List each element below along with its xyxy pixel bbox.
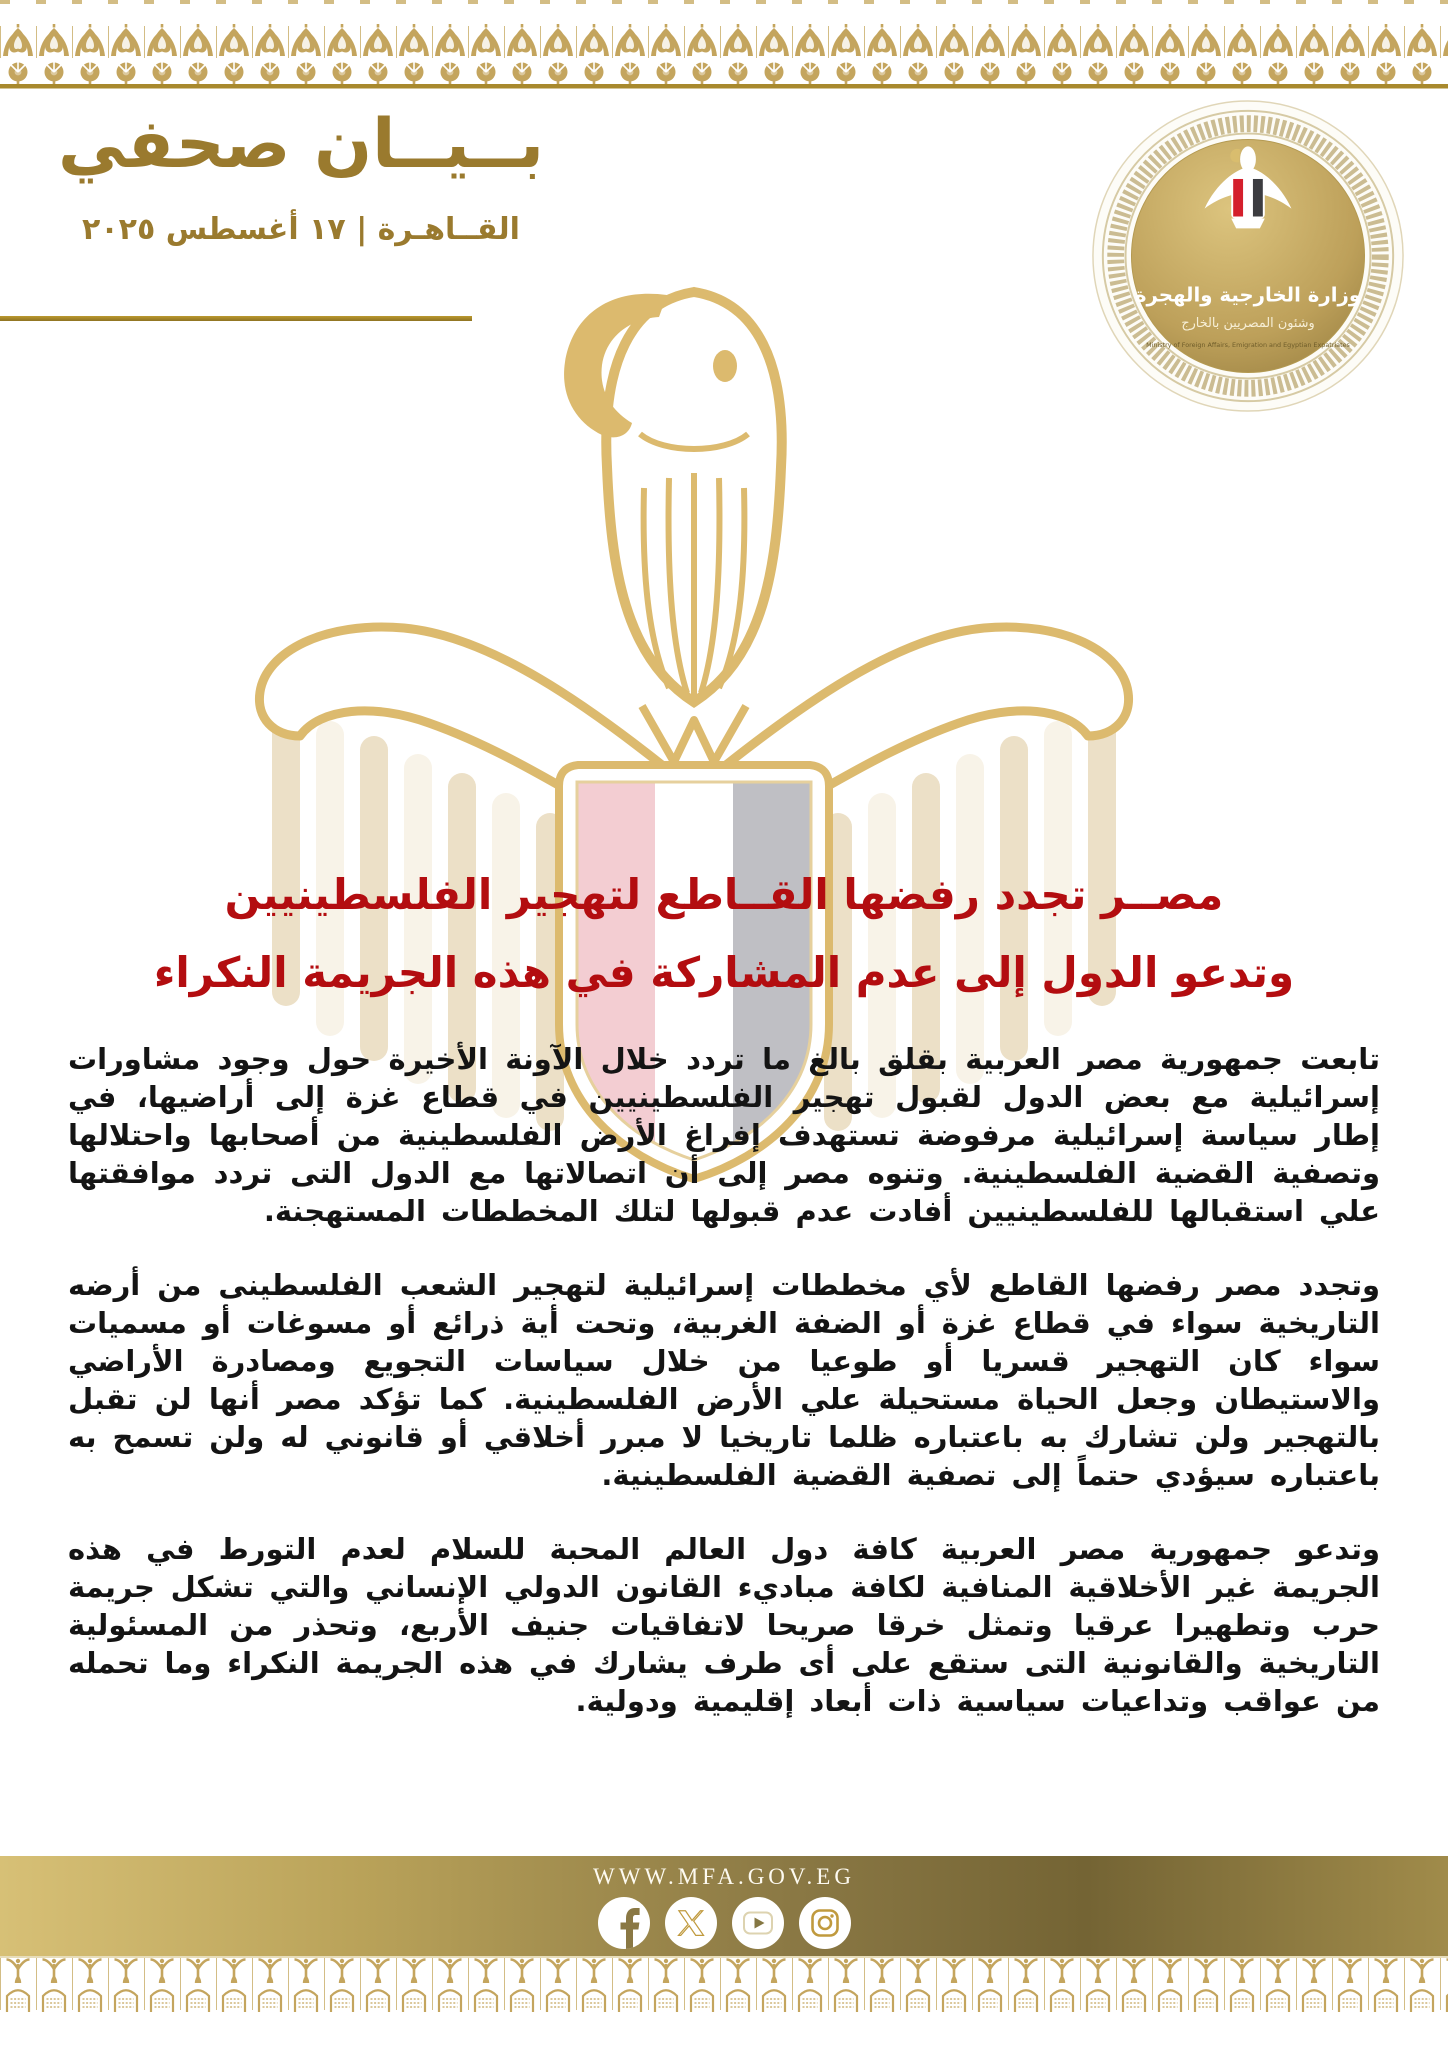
seal-ministry-sub-ar: وشئون المصريين بالخارج <box>1181 316 1315 332</box>
statement-type-title: بــيــان صحفي <box>58 105 544 184</box>
body-paragraph-2: وتجدد مصر رفضها القاطع لأي مخططات إسرائيلية لتهجير الشعب الفلسطينى من أرضه التاريخية سواء في قطاع غزة أو الضفة الغربية، وتحت أية ذرائع أو مسوغات أو مسميات سواء كان التهجير قسريا أو طوعيا من خلال سياسات التجويع ومصادرة الأراضي والاستيطان وجعل الحياة مستحيلة علي الأرض الفلسطينية. كما تؤكد مصر أنها لن تقبل بالتهجير ولن تشارك به باعتباره ظلما تاريخيا لا مبرر أخلاقي أو قانوني له ولن تسمح به باعتباره سيؤدي حتماً إلى تصفية القضية الفلسطينية. <box>68 1268 1380 1492</box>
egyptian-frieze-bottom-border <box>0 1956 1448 2014</box>
facebook-icon[interactable] <box>597 1896 651 1950</box>
instagram-icon[interactable] <box>798 1896 852 1950</box>
statement-dateline: القــاهـرة | ١٧ أغسطس ٢٠٢٥ <box>82 211 520 247</box>
statement-header <box>36 104 566 247</box>
x-icon[interactable] <box>664 1896 718 1950</box>
footer-bar <box>0 1856 1448 1958</box>
seal-ministry-name-ar: وزارة الخارجية والهجرة <box>1134 283 1362 307</box>
body-paragraph-3: وتدعو جمهورية مصر العربية كافة دول العالم المحبة للسلام لعدم التورط في هذه الجريمة غير الأخلاقية المنافية لكافة مباديء القانون الدولي الإنساني والتي تشكل جريمة حرب وتطهيرا عرقيا وتمثل خرقا صريحا لاتفاقيات جنيف الأربع، وتحذر من المسئولية التاريخية والقانونية التى ستقع على أى طرف يشارك في هذه الجريمة النكراء وما تحمله من عواقب وتداعيات سياسية ذات أبعاد إقليمية ودولية. <box>68 1532 1380 1718</box>
body-paragraph-1: تابعت جمهورية مصر العربية بقلق بالغ ما تردد خلال الآونة الأخيرة حول وجود مشاورات إسرائيلية مع بعض الدول لقبول تهجير الفلسطينيين في قطاع غزة إلى أراضيها، في إطار سياسة إسرائيلية مرفوضة تستهدف إفراغ الأرض الفلسطينية من أصحابها واحتلالها وتصفية القضية الفلسطينية. وتنوه مصر إلى أن اتصالاتها مع الدول التى تردد موافقتها علي استقبالها للفلسطينيين أفادت عدم قبولها لتلك المخططات المستهجنة. <box>68 1042 1380 1228</box>
headline-line-2: وتدعو الدول إلى عدم المشاركة في هذه الجريمة النكراء <box>153 947 1295 997</box>
youtube-icon[interactable] <box>731 1896 785 1950</box>
egyptian-frieze-top-border <box>0 0 1448 90</box>
ministry-seal <box>1090 95 1406 417</box>
header-gold-rule <box>0 316 472 321</box>
website-url[interactable]: WWW.MFA.GOV.EG <box>593 1864 855 1889</box>
seal-ministry-name-en: Ministry of Foreign Affairs, Emigration and Egyptian Expatriates <box>1146 340 1350 349</box>
statement-headline <box>0 856 1448 1011</box>
social-icons-row <box>0 1896 1448 1950</box>
statement-body <box>68 1040 1380 1756</box>
headline-line-1: مصــر تجدد رفضها القــاطع لتهجير الفلسطينيين <box>224 870 1224 919</box>
